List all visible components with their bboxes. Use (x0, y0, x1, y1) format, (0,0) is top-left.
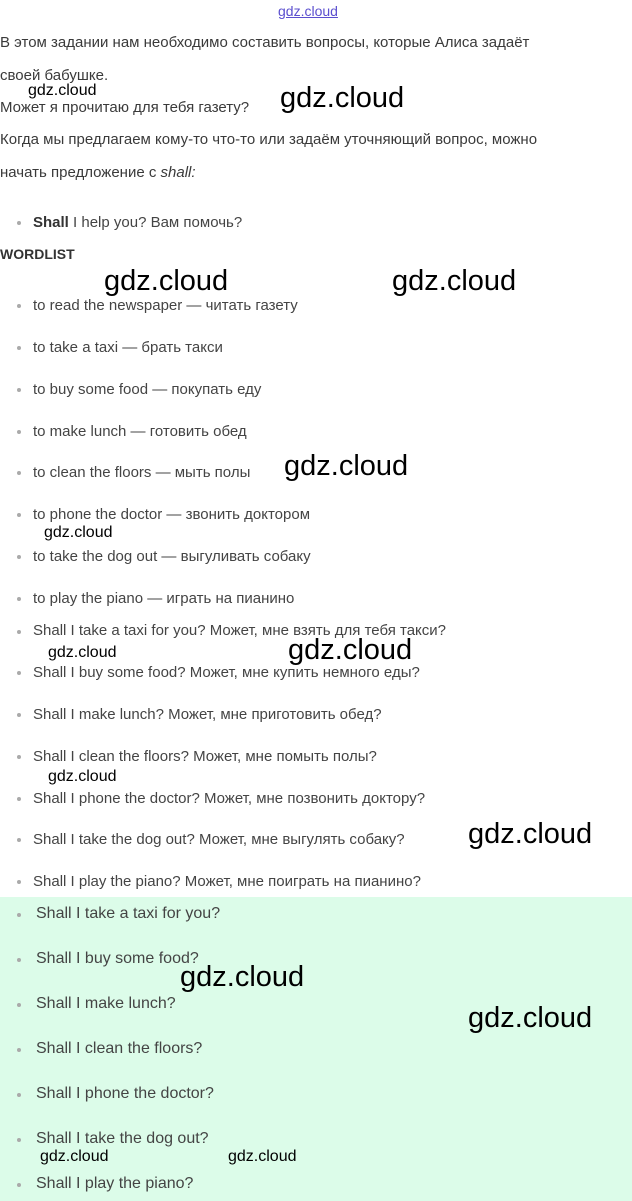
bullet-icon (17, 471, 21, 475)
watermark: gdz.cloud (44, 524, 113, 541)
wordlist-item: to make lunch — готовить обед (33, 423, 247, 440)
bullet-icon (17, 713, 21, 717)
watermark: gdz.cloud (468, 818, 593, 850)
intro-line-2: своей бабушке. (0, 67, 109, 84)
translation-item: Shall I make lunch? Может, мне приготовить обед? (33, 706, 382, 723)
wordlist-item: to phone the doctor — звонить доктором (33, 506, 311, 523)
bullet-icon (17, 838, 21, 842)
watermark: gdz.cloud (180, 961, 305, 993)
shall-emphasis: shall: (160, 164, 196, 181)
watermark: gdz.cloud (48, 768, 117, 785)
wordlist-item: to clean the floors — мыть полы (33, 464, 251, 481)
answer-item: Shall I play the piano? (36, 1175, 194, 1192)
answer-item: Shall I buy some food? (36, 950, 199, 967)
wordlist-item: to read the newspaper — читать газету (33, 297, 298, 314)
bullet-icon (17, 304, 21, 308)
explain-line-2-prefix: начать предложение с (0, 164, 161, 181)
bullet-icon (17, 513, 21, 517)
bullet-icon (17, 880, 21, 884)
answer-item: Shall I take a taxi for you? (36, 905, 221, 922)
bullet-icon (17, 913, 21, 917)
explain-line-1: Когда мы предлагаем кому-то что-то или задаём уточняющий вопрос, можно (0, 131, 538, 148)
bullet-icon (17, 630, 21, 634)
watermark: gdz.cloud (48, 644, 117, 661)
watermark: gdz.cloud (468, 1002, 593, 1034)
header-watermark[interactable]: gdz.cloud (278, 3, 338, 19)
explain-line-2 (0, 164, 196, 181)
bullet-icon (17, 597, 21, 601)
translation-item: Shall I phone the doctor? Может, мне позвонить доктору? (33, 790, 426, 807)
translation-item: Shall I buy some food? Может, мне купить немного еды? (33, 664, 420, 681)
bullet-icon (17, 1138, 21, 1142)
bullet-icon (17, 958, 21, 962)
watermark: gdz.cloud (28, 82, 97, 99)
wordlist-item: to play the piano — играть на пианино (33, 590, 295, 607)
bullet-icon (17, 755, 21, 759)
answer-item: Shall I phone the doctor? (36, 1085, 214, 1102)
translation-item: Shall I take the dog out? Может, мне выгулять собаку? (33, 831, 405, 848)
bullet-icon (17, 221, 21, 225)
bullet-icon (17, 1183, 21, 1187)
bullet-icon (17, 388, 21, 392)
answer-item: Shall I make lunch? (36, 995, 176, 1012)
watermark: gdz.cloud (228, 1148, 297, 1165)
example-item-rest: I help you? Вам помочь? (68, 214, 243, 231)
bullet-icon (17, 671, 21, 675)
watermark: gdz.cloud (40, 1148, 109, 1165)
example-item-bold: Shall (33, 214, 69, 231)
wordlist-item: to take a taxi — брать такси (33, 339, 223, 356)
intro-line-1: В этом задании нам необходимо составить вопросы, которые Алиса задаёт (0, 34, 530, 51)
watermark: gdz.cloud (392, 265, 517, 297)
example-question: Может я прочитаю для тебя газету? (0, 99, 250, 116)
watermark: gdz.cloud (280, 82, 405, 114)
answer-item: Shall I take the dog out? (36, 1130, 209, 1147)
translation-item: Shall I play the piano? Может, мне поиграть на пианино? (33, 873, 421, 890)
bullet-icon (17, 346, 21, 350)
answer-item: Shall I clean the floors? (36, 1040, 203, 1057)
bullet-icon (17, 430, 21, 434)
wordlist-item: to buy some food — покупать еду (33, 381, 262, 398)
bullet-icon (17, 1003, 21, 1007)
bullet-icon (17, 1048, 21, 1052)
bullet-icon (17, 555, 21, 559)
watermark: gdz.cloud (104, 265, 229, 297)
translation-item: Shall I take a taxi for you? Может, мне взять для тебя такси? (33, 622, 446, 639)
bullet-icon (17, 797, 21, 801)
bullet-icon (17, 1093, 21, 1097)
wordlist-heading: WORDLIST (0, 246, 75, 262)
example-item (33, 214, 242, 231)
watermark: gdz.cloud (288, 634, 413, 666)
watermark: gdz.cloud (284, 450, 409, 482)
wordlist-item: to take the dog out — выгуливать собаку (33, 548, 311, 565)
translation-item: Shall I clean the floors? Может, мне помыть полы? (33, 748, 377, 765)
